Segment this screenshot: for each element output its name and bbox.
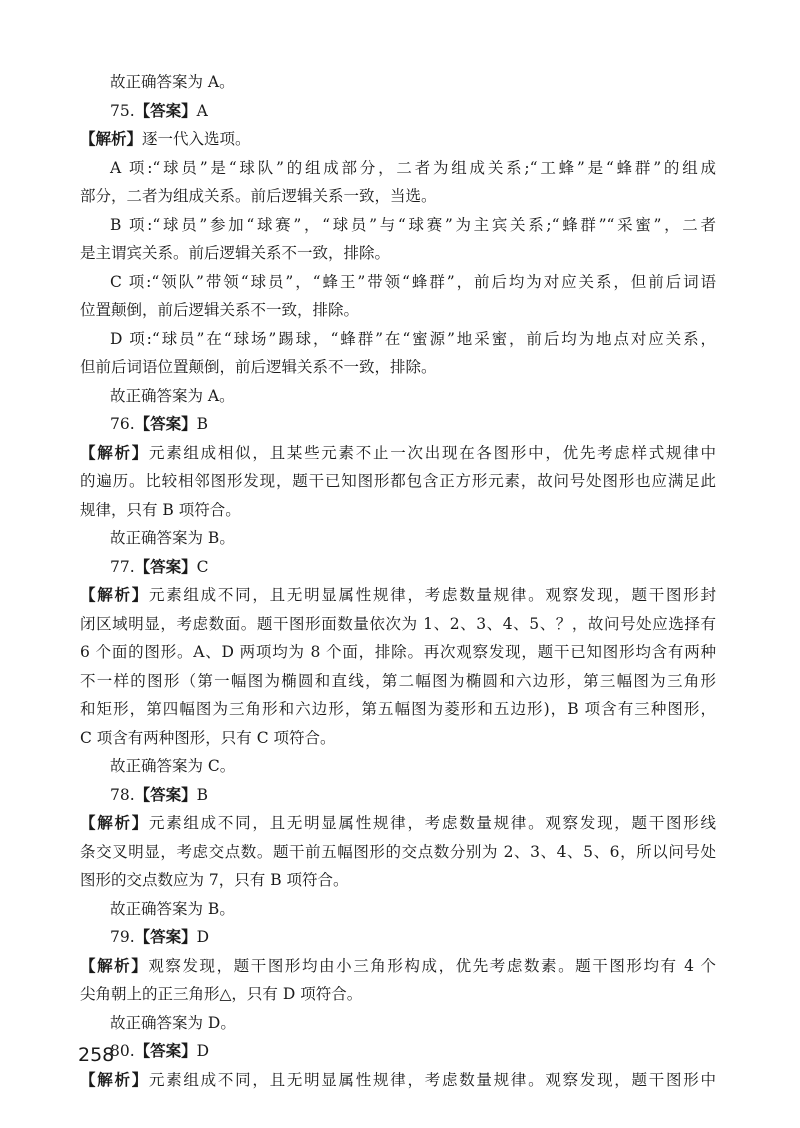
text-line	[80, 923, 716, 952]
text-line	[80, 638, 716, 667]
text-line	[80, 496, 716, 525]
line-text: 元素组成不同，且无明显属性规律，考虑数量规律。观察发现，题干图形中	[148, 1070, 716, 1089]
line-text: 故正确答案为 A。	[110, 386, 235, 405]
line-text: 尖角朝上的正三角形△，只有 D 项符合。	[80, 985, 363, 1003]
line-text: 6 个面的图形。A、D 两项均为 8 个面，排除。再次观察发现，题干已知图形均含有两种	[80, 643, 716, 661]
line-text: 条交叉明显，考虑交点数。题干前五幅图形的交点数分别为 2、3、4、5、6，所以问号处	[80, 842, 716, 861]
line-text: A	[196, 101, 208, 120]
line-text: 不一样的图形（第一幅图为椭圆和直线，第二幅图为椭圆和六边形，第三幅图为三角形	[80, 671, 716, 690]
text-line	[80, 239, 716, 268]
line-text: 位置颠倒，前后逻辑关系不一致，排除。	[80, 301, 360, 319]
text-line	[80, 410, 716, 439]
text-line	[80, 866, 716, 895]
line-text: D	[196, 928, 210, 946]
text-line	[80, 68, 716, 97]
question-number: 80.	[110, 1042, 135, 1060]
analysis-label: 【解析】	[80, 955, 149, 975]
line-text: C 项:“领队”带领“球员”，“蜂王”带领“蜂群”，前后均为对应关系，但前后词语	[110, 272, 716, 291]
text-line	[80, 1037, 716, 1066]
text-line	[80, 952, 716, 981]
text-line	[80, 809, 716, 838]
text-line	[80, 524, 716, 553]
line-text: 故正确答案为 A。	[110, 73, 235, 91]
line-text: 部分，二者为组成关系。前后逻辑关系一致，当选。	[80, 187, 437, 205]
analysis-label: 【解析】	[80, 129, 143, 148]
text-line	[80, 581, 716, 610]
analysis-label: 【解析】	[80, 813, 149, 832]
text-line	[80, 1009, 716, 1038]
answer-label: 【答案】	[134, 784, 197, 804]
answer-label: 【答案】	[134, 414, 197, 433]
analysis-label: 【解析】	[80, 585, 149, 604]
text-line	[80, 296, 716, 325]
page-number: 258	[78, 1044, 115, 1066]
line-text: C	[196, 557, 209, 576]
text-line	[80, 781, 716, 810]
question-number: 78.	[110, 785, 135, 804]
text-line	[80, 97, 716, 126]
line-text: D	[196, 1042, 210, 1060]
line-text: 故正确答案为 C。	[110, 757, 236, 775]
text-line	[80, 752, 716, 781]
line-text: B	[196, 415, 209, 433]
question-number: 76.	[110, 415, 135, 433]
answer-label: 【答案】	[134, 100, 197, 120]
line-text: 的遍历。比较相邻图形发现，题干已知图形都包含正方形元素，故问号处图形也应满足此	[80, 472, 716, 490]
analysis-label: 【解析】	[80, 1069, 149, 1089]
line-text: 但前后词语位置颠倒，前后逻辑关系不一致，排除。	[80, 358, 437, 376]
line-text: B	[196, 785, 209, 804]
text-line	[80, 895, 716, 924]
text-line	[80, 268, 716, 297]
text-line	[80, 154, 716, 183]
text-line	[80, 980, 716, 1009]
text-line	[80, 353, 716, 382]
text-line	[80, 211, 716, 240]
text-line	[80, 382, 716, 411]
answer-label: 【答案】	[134, 556, 197, 576]
text-line	[80, 182, 716, 211]
line-text: 故正确答案为 B。	[110, 899, 235, 918]
line-text: 观察发现，题干图形均由小三角形构成，优先考虑数素。题干图形均有 4 个	[148, 956, 716, 975]
text-line	[80, 325, 716, 354]
text-line	[80, 467, 716, 496]
text-line	[80, 667, 716, 696]
line-text: 元素组成不同，且无明显属性规律，考虑数量规律。观察发现，题干图形线	[148, 814, 716, 832]
line-text: 元素组成不同，且无明显属性规律，考虑数量规律。观察发现，题干图形封	[148, 586, 716, 604]
text-line	[80, 1066, 716, 1095]
document-page	[80, 68, 716, 1094]
line-text: C 项含有两种图形，只有 C 项符合。	[80, 728, 336, 747]
text-line	[80, 125, 716, 154]
text-line	[80, 610, 716, 639]
text-line	[80, 838, 716, 867]
text-line	[80, 695, 716, 724]
text-line	[80, 724, 716, 753]
answer-label: 【答案】	[134, 1041, 197, 1060]
line-text: 元素组成相似，且某些元素不止一次出现在各图形中，优先考虑样式规律中	[148, 443, 716, 462]
text-line	[80, 553, 716, 582]
question-number: 77.	[110, 557, 135, 576]
line-text: 图形的交点数应为 7，只有 B 项符合。	[80, 871, 349, 889]
analysis-label: 【解析】	[80, 442, 149, 462]
question-number: 75.	[110, 101, 135, 120]
line-text: D 项:“球员”在“球场”踢球，“蜂群”在“蜜源”地采蜜，前后均为地点对应关系，	[110, 329, 716, 348]
text-line	[80, 439, 716, 468]
line-text: 故正确答案为 D。	[110, 1013, 236, 1032]
line-text: 逐一代入选项。	[142, 130, 251, 148]
answer-label: 【答案】	[134, 927, 197, 946]
line-text: 闭区域明显，考虑数面。题干图形面数量依次为 1、2、3、4、5、？，故问号处应选择有	[80, 614, 716, 633]
line-text: 规律，只有 B 项符合。	[80, 500, 241, 519]
line-text: 故正确答案为 B。	[110, 529, 235, 547]
line-text: 是主谓宾关系。前后逻辑关系不一致，排除。	[80, 244, 391, 262]
line-text: B 项:“球员”参加“球赛”，“球员”与“球赛”为主宾关系;“蜂群”“采蜜”，二者	[110, 215, 716, 234]
line-text: 和矩形，第四幅图为三角形和六边形，第五幅图为菱形和五边形)，B 项含有三种图形，	[80, 700, 716, 718]
line-text: A 项:“球员”是“球队”的组成部分，二者为组成关系;“工蜂”是“蜂群”的组成	[110, 158, 716, 177]
question-number: 79.	[110, 928, 135, 946]
